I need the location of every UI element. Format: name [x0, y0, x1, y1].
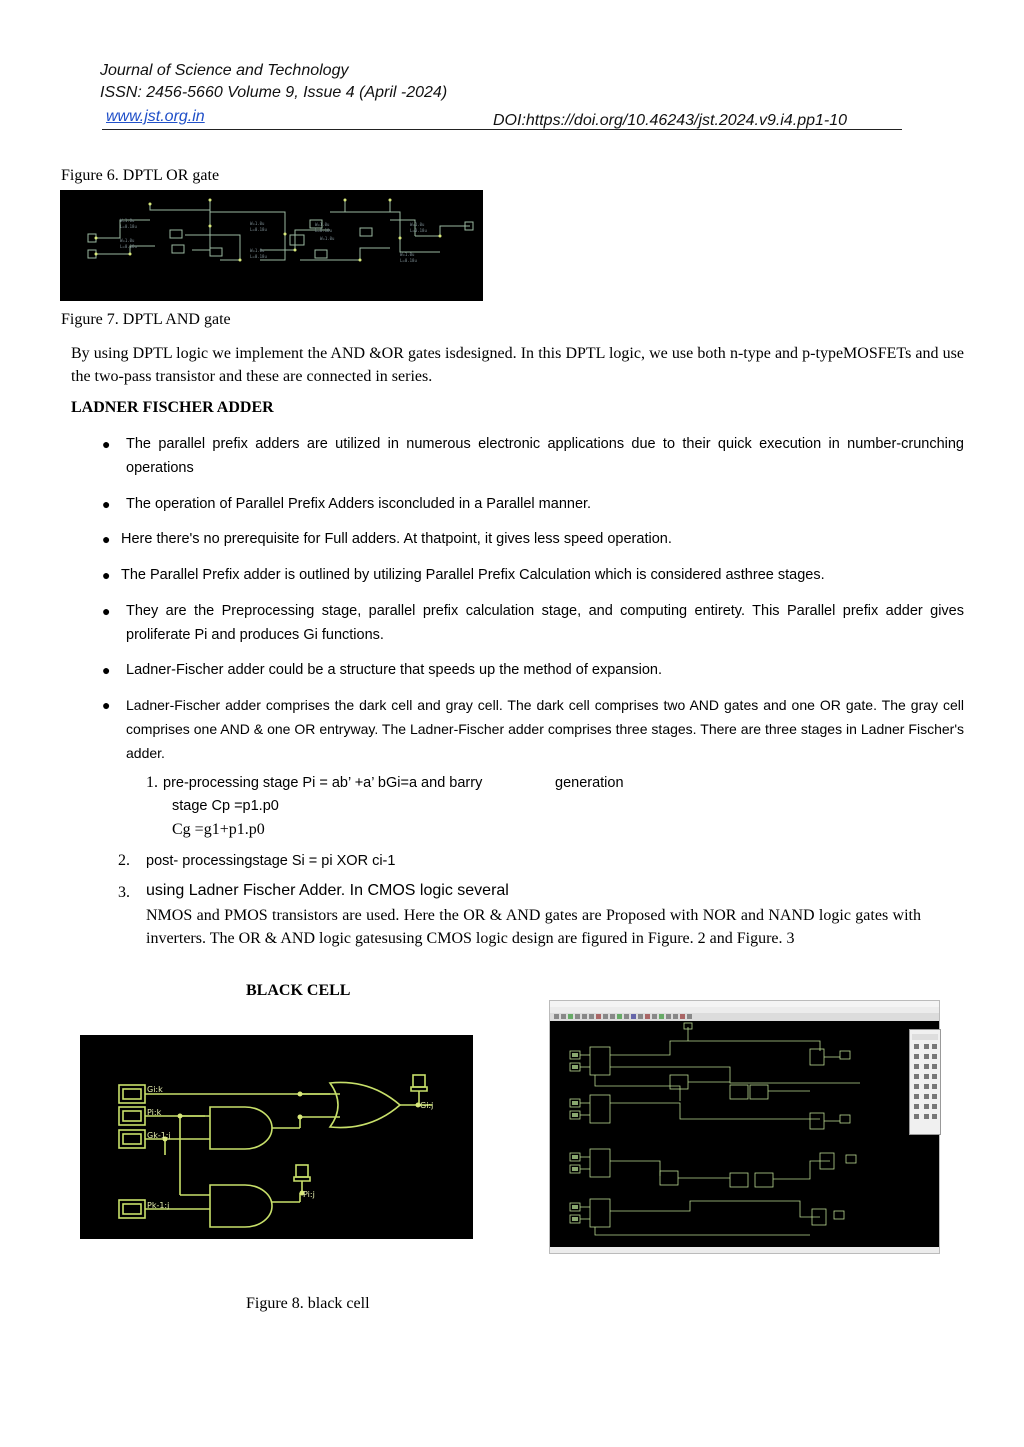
svg-text:W=1.0u: W=1.0u	[120, 218, 135, 223]
output-label-gij: Gi:j	[420, 1101, 434, 1110]
list-number-2: 2.	[118, 852, 130, 869]
svg-text:W=1.0u: W=1.0u	[250, 221, 265, 226]
figure-7-caption: Figure 7. DPTL AND gate	[61, 311, 231, 328]
list-item-1-generation: generation	[555, 775, 624, 791]
bullet-dot: ●	[102, 662, 111, 678]
issn-line: ISSN: 2456-5660 Volume 9, Issue 4 (April -2024)	[100, 84, 448, 101]
dptl-circuit-image	[60, 190, 483, 301]
website-link[interactable]: www.jst.org.in	[106, 108, 205, 125]
bullet-dot: ●	[102, 496, 111, 512]
svg-text:L=0.18u: L=0.18u	[315, 228, 332, 233]
bullet-dot: ●	[102, 697, 111, 713]
list-item-3-line-b: NMOS and PMOS transistors are used. Here the OR & AND gates are Proposed with NOR and NAND logic gates with inverters. The OR & AND logic gatesusing CMOS logic design are figured in Figure. 2 and Figure. 3	[146, 907, 921, 947]
svg-text:W=1.0u: W=1.0u	[400, 252, 415, 257]
journal-title: Journal of Science and Technology	[100, 62, 349, 79]
list-item-1-line-c: Cg =g1+p1.p0	[172, 821, 265, 838]
list-item-1-line-b: stage Cp =p1.p0	[172, 798, 279, 814]
list-item: ● Ladner-Fischer adder could be a structure that speeds up the method of expansion.	[102, 658, 964, 682]
list-item-3-line-a: using Ladner Fischer Adder. In CMOS logic several	[146, 882, 509, 899]
output-label-pij: Pi:j	[303, 1190, 315, 1199]
list-number-3: 3.	[118, 884, 130, 901]
svg-text:L=0.18u: L=0.18u	[250, 227, 267, 232]
dptl-paragraph: By using DPTL logic we implement the AND &OR gates isdesigned. In this DPTL logic, we use both n-type and p-typeMOSFETs and use the two-pass transistor and these are connected in series.	[71, 345, 964, 385]
schematic-canvas	[550, 1021, 939, 1247]
list-item: ● Here there's no prerequisite for Full adders. At thatpoint, it gives less speed operation.	[102, 527, 964, 551]
svg-text:W=1.0u: W=1.0u	[315, 222, 330, 227]
list-number-1: 1.	[146, 774, 158, 791]
input-label-pk1j: Pk-1:j	[147, 1201, 170, 1210]
input-label-gik: Gi:k	[147, 1085, 163, 1094]
svg-text:L=0.18u: L=0.18u	[120, 224, 137, 229]
bullet-dot: ●	[102, 436, 111, 452]
list-item-2: post- processingstage Si = pi XOR ci-1	[146, 853, 396, 869]
list-item: ● The Parallel Prefix adder is outlined by utilizing Parallel Prefix Calculation which is considered asthree stages.	[102, 563, 964, 587]
schematic-screenshot	[549, 1000, 940, 1254]
header-rule	[102, 129, 902, 130]
svg-text:L=0.18u: L=0.18u	[400, 258, 417, 263]
list-item: ● They are the Preprocessing stage, parallel prefix calculation stage, and computing entirety. This Parallel prefix adder gives proliferate Pi and produces Gi functions.	[102, 599, 964, 647]
svg-text:W=1.0u: W=1.0u	[410, 222, 425, 227]
svg-text:L=0.18u: L=0.18u	[120, 244, 137, 249]
doi-line: DOI:https://doi.org/10.46243/jst.2024.v9.i4.pp1-10	[493, 112, 848, 129]
list-item: ● The parallel prefix adders are utilized in numerous electronic applications due to their quick execution in number-crunching operations	[102, 432, 964, 480]
list-item-1-line-a: pre-processing stage Pi = ab’ +a’ bGi=a and barry	[163, 775, 483, 791]
list-item: ● Ladner-Fischer adder comprises the dark cell and gray cell. The dark cell comprises two AND gates and one OR gate. The gray cell comprises one AND & one OR entryway. The Ladner-Fischer adder comprises three stages. There are three stages in Ladner Fischer's adder.	[102, 693, 964, 765]
status-bar	[550, 1247, 939, 1253]
input-label-pik: Pi:k	[147, 1108, 162, 1117]
black-cell-heading: BLACK CELL	[246, 982, 351, 999]
svg-text:L=0.18u: L=0.18u	[410, 228, 427, 233]
figure-6-caption: Figure 6. DPTL OR gate	[61, 167, 220, 184]
svg-text:W=1.0u: W=1.0u	[250, 248, 265, 253]
svg-text:W=1.0u: W=1.0u	[120, 238, 135, 243]
bullet-dot: ●	[102, 531, 111, 547]
black-cell-diagram	[80, 1035, 473, 1239]
component-palette[interactable]	[909, 1029, 941, 1135]
bullet-dot: ●	[102, 567, 111, 583]
figure-8-caption: Figure 8. black cell	[246, 1295, 370, 1312]
svg-text:L=0.18u: L=0.18u	[250, 254, 267, 259]
list-item: ● The operation of Parallel Prefix Adders isconcluded in a Parallel manner.	[102, 492, 964, 516]
section-heading: LADNER FISCHER ADDER	[71, 399, 274, 416]
input-label-gk1j: Gk-1:j	[147, 1131, 171, 1140]
bullet-dot: ●	[102, 603, 111, 619]
svg-text:W=1.0u: W=1.0u	[320, 236, 335, 241]
toolbar	[550, 1013, 939, 1021]
